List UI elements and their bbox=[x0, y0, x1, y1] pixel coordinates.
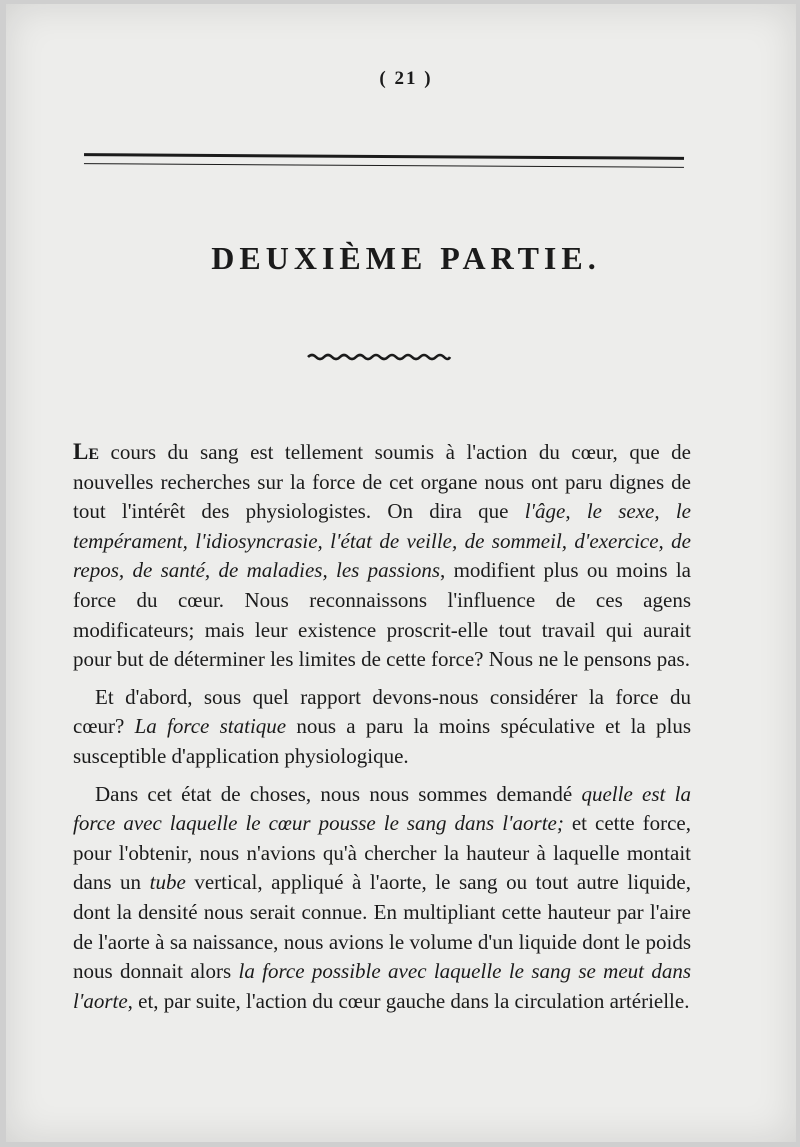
paragraph bbox=[73, 780, 691, 1017]
wavy-rule-ornament-icon bbox=[306, 352, 452, 362]
page-number: ( 21 ) bbox=[379, 68, 433, 89]
paragraph bbox=[73, 683, 691, 772]
text-run: nous a paru la moins spéculative et la plus susceptible d'application physiologique. bbox=[73, 714, 691, 768]
italic-run: quelle est la force avec laquelle le cœur pousse le sang dans l'aorte; bbox=[73, 781, 691, 836]
text-run: , et, par suite, l'action du cœur gauche dans la circulation artérielle. bbox=[127, 988, 690, 1013]
text-run: , modifient plus ou moins la force du cœur. Nous reconnaissons l'influence de ces agens modificateurs; mais leur existence proscrit-elle tout travail qui aurait pour but de déterminer les limites de cette force? Nous ne le pensons pas. bbox=[73, 558, 691, 672]
part-title: DEUXIÈME PARTIE. bbox=[211, 240, 601, 276]
text-run: Et d'abord, sous quel rapport devons-nous considérer la force du cœur? bbox=[73, 684, 691, 739]
text-run: cours du sang est tellement soumis à l'action du cœur, que de nouvelles recherches sur la force de cet organe nous ont paru dignes de tout l'intérêt des physiologistes. On dira que bbox=[73, 440, 691, 524]
italic-run: la force possible avec laquelle le sang se meut dans l'aorte bbox=[73, 959, 691, 1013]
text-run: vertical, appliqué à l'aorte, le sang ou tout autre liquide, dont la densité nous serait connue. En multipliant cette hauteur par l'aire de l'aorte à sa naissance, nous avions le volume d'un liquide dont le poids nous donnait alors bbox=[73, 870, 691, 984]
text-run: Dans cet état de choses, nous nous sommes demandé bbox=[95, 781, 582, 806]
drop-word: Le bbox=[73, 439, 100, 464]
body-text bbox=[73, 437, 691, 1016]
book-page bbox=[6, 4, 796, 1142]
italic-run: tube bbox=[149, 870, 186, 895]
text-run: et cette force, pour l'obtenir, nous n'avions qu'à chercher la hauteur à laquelle montait dans un bbox=[73, 811, 691, 895]
italic-run: La force statique bbox=[134, 714, 287, 739]
paragraph bbox=[73, 437, 691, 675]
italic-run: l'âge, le sexe, le tempérament, l'idiosyncrasie, l'état de veille, de sommeil, d'exercice, de repos, de santé, de maladies, les passions bbox=[73, 499, 692, 583]
